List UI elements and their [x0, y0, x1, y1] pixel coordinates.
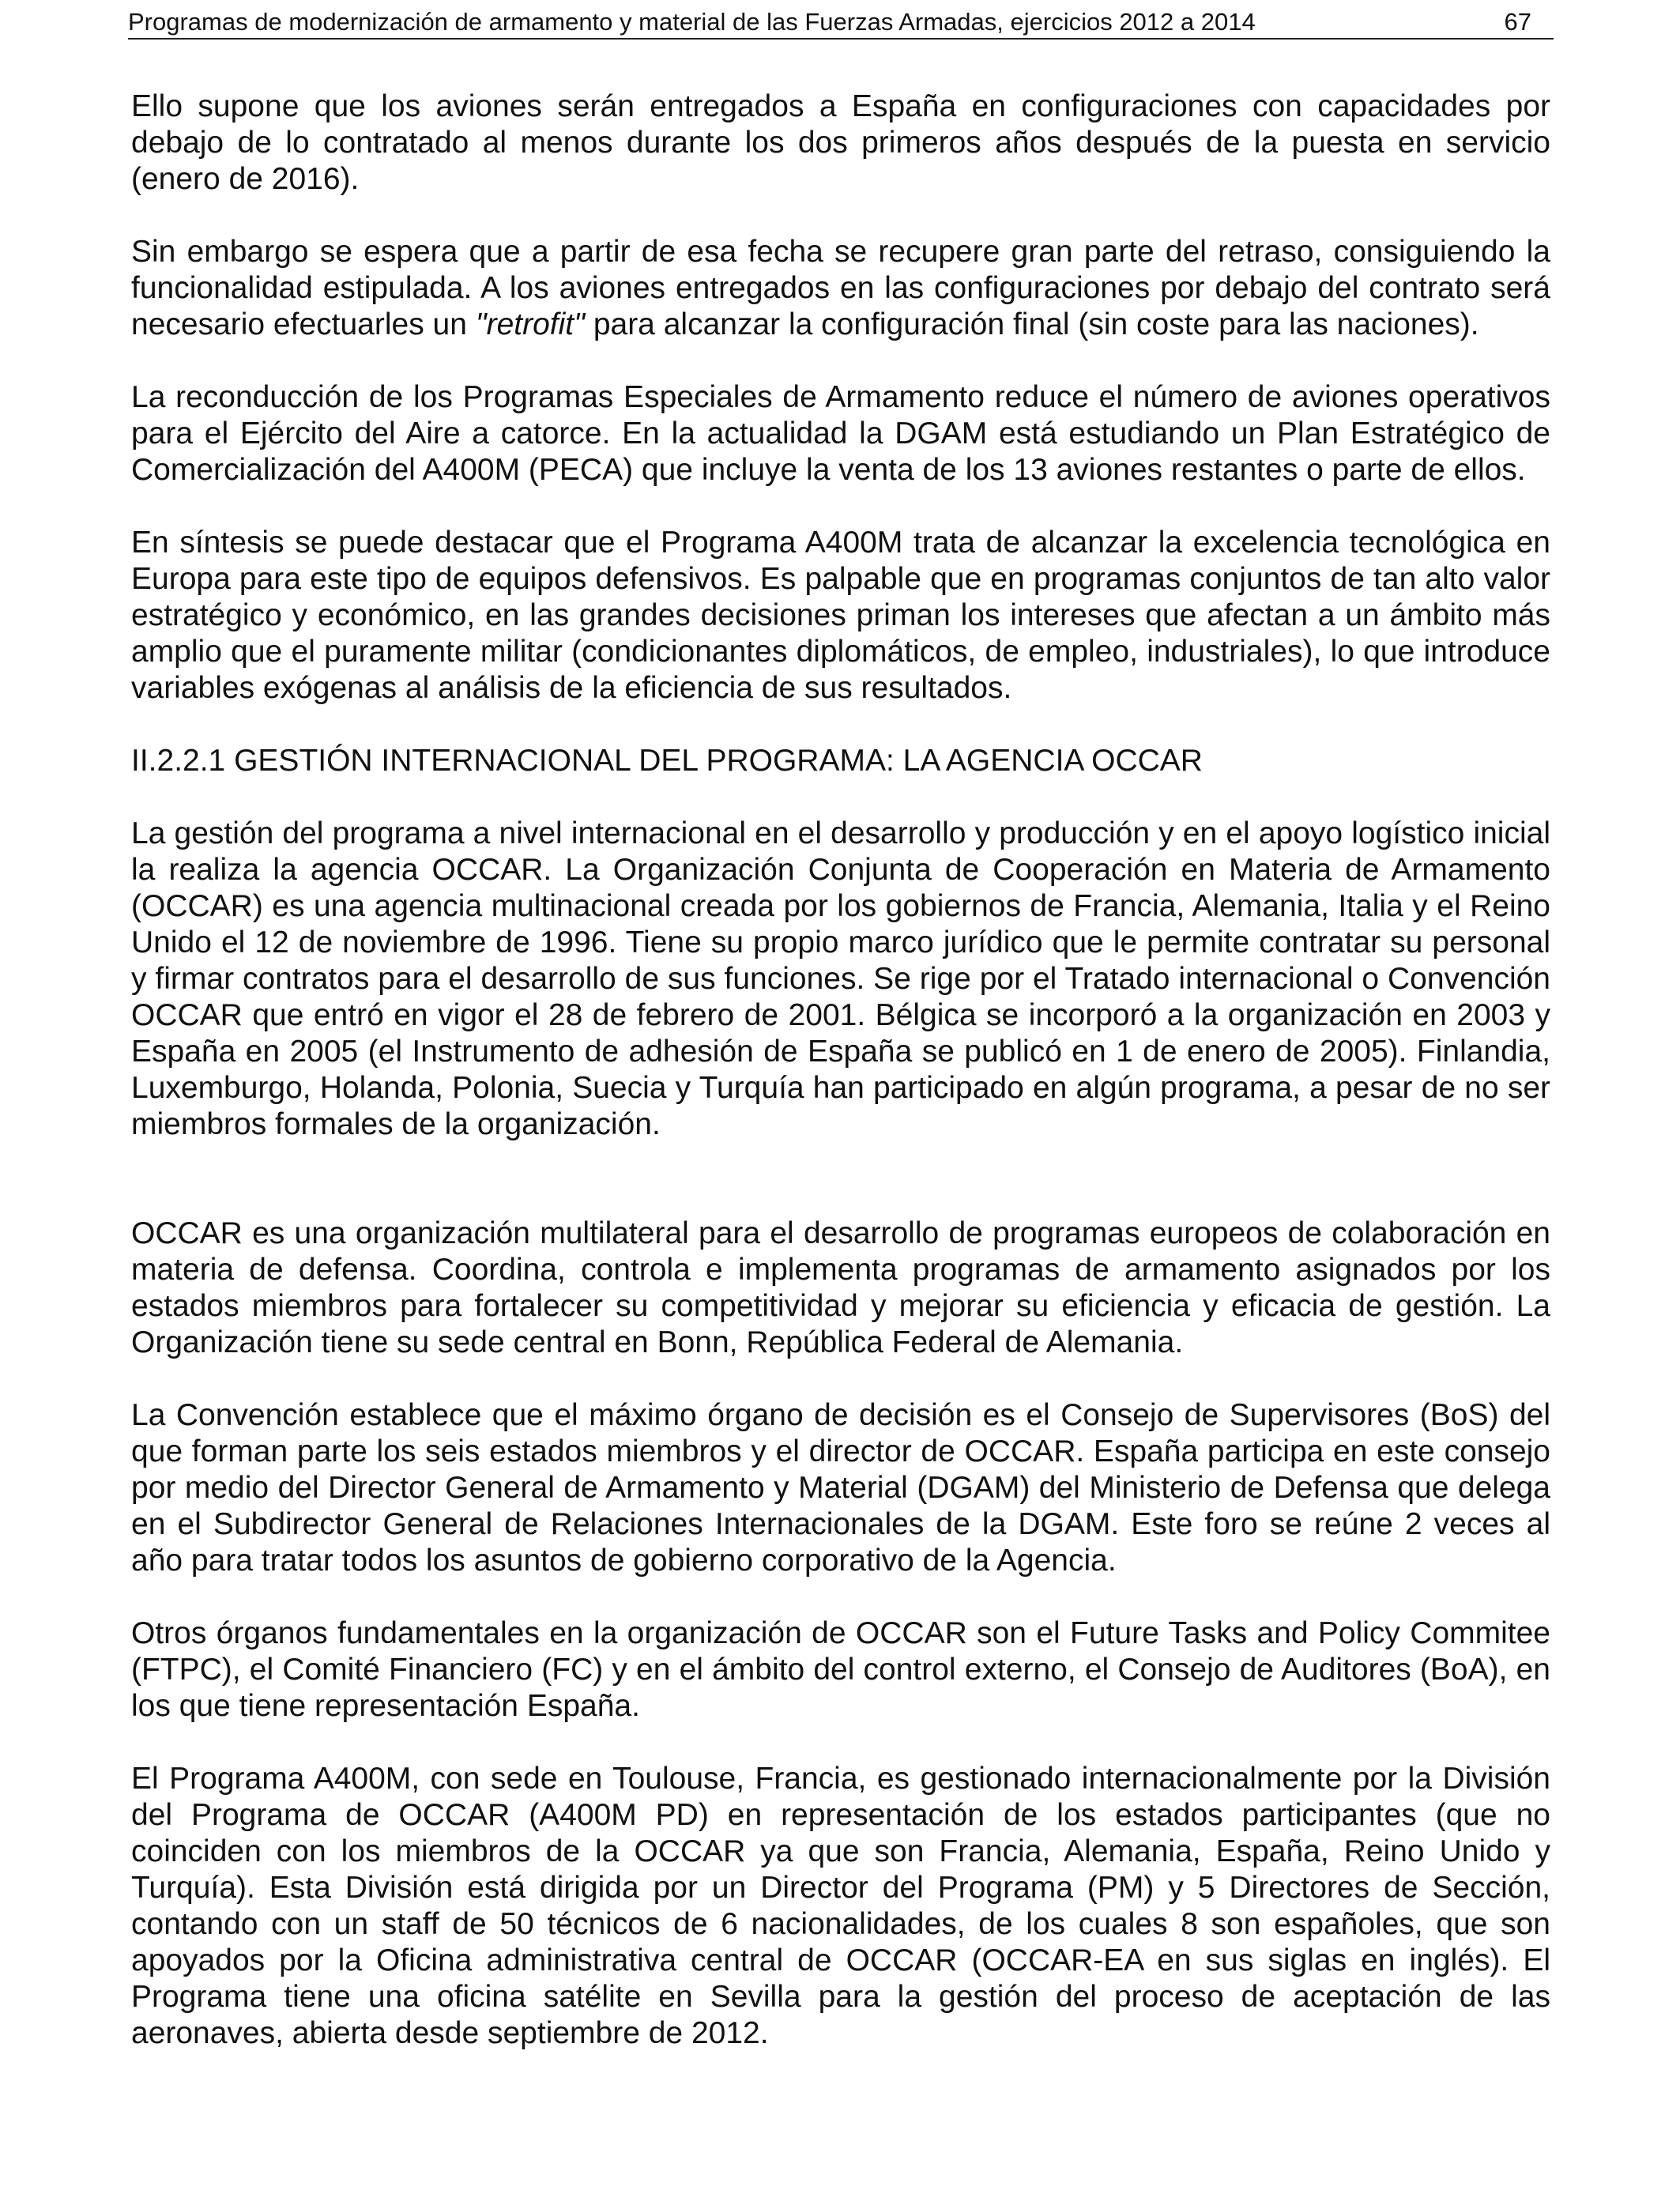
paragraph-2 — [131, 234, 1550, 343]
page-header — [128, 6, 1554, 40]
section-heading: II.2.2.1 GESTIÓN INTERNACIONAL DEL PROGRAMA: LA AGENCIA OCCAR — [131, 744, 1203, 778]
paragraph-5: La gestión del programa a nivel internacional en el desarrollo y producción y en el apoyo logístico inicial la realiza la agencia OCCAR. La Organización Conjunta de Cooperación en Materia de Armamento (OCCAR) es una agencia multinacional creada por los gobiernos de Francia, Alemania, Italia y el Reino Unido el 12 de noviembre de 1996. Tiene su propio marco jurídico que le permite contratar su personal y firmar contratos para el desarrollo de sus funciones. Se rige por el Tratado internacional o Convención OCCAR que entró en vigor el 28 de febrero de 2001. Bélgica se incorporó a la organización en 2003 y España en 2005 (el Instrumento de adhesión de España se publicó en 1 de enero de 2005). Finlandia, Luxemburgo, Holanda, Polonia, Suecia y Turquía han participado en algún programa, a pesar de no ser miembros formales de la organización. — [131, 816, 1550, 1141]
paragraph-7: La Convención establece que el máximo órgano de decisión es el Consejo de Supervisores (BoS) del que forman parte los seis estados miembros y el director de OCCAR. España participa en este consejo por medio del Director General de Armamento y Material (DGAM) del Ministerio de Defensa que delega en el Subdirector General de Relaciones Internacionales de la DGAM. Este foro se reúne 2 veces al año para tratar todos los asuntos de gobierno corporativo de la Agencia. — [131, 1398, 1550, 1578]
paragraph-6: OCCAR es una organización multilateral para el desarrollo de programas europeos de colaboración en materia de defensa. Coordina, controla e implementa programas de armamento asignados por los estados miembros para fortalecer su competitividad y mejorar su eficiencia y eficacia de gestión. La Organización tiene su sede central en Bonn, República Federal de Alemania. — [131, 1216, 1550, 1359]
header-title: Programas de modernización de armamento y material de las Fuerzas Armadas, ejercicios 2012 a 2014 — [128, 8, 1256, 36]
page-number: 67 — [1504, 8, 1531, 36]
document-body — [131, 89, 1550, 2088]
paragraph-8: Otros órganos fundamentales en la organización de OCCAR son el Future Tasks and Policy Commitee (FTPC), el Comité Financiero (FC) y en el ámbito del control externo, el Consejo de Auditores (BoA), en los que tiene representación España. — [131, 1616, 1550, 1723]
paragraph-2-text-a: Sin embargo se espera que a partir de esa fecha se recupere gran parte del retraso, consiguiendo la funcionalidad estipulada. A los aviones entregados en las configuraciones por debajo del contrato será necesario efectuarles un — [131, 235, 1550, 341]
retrofit-term: "retrofit" — [475, 307, 585, 341]
paragraph-4: En síntesis se puede destacar que el Programa A400M trata de alcanzar la excelencia tecnológica en Europa para este tipo de equipos defensivos. Es palpable que en programas conjuntos de tan alto valor estratégico y económico, en las grandes decisiones priman los intereses que afectan a un ámbito más amplio que el puramente militar (condicionantes diplomáticos, de empleo, industriales), lo que introduce variables exógenas al análisis de la eficiencia de sus resultados. — [131, 526, 1550, 705]
paragraph-1: Ello supone que los aviones serán entregados a España en configuraciones con capacidades por debajo de lo contratado al menos durante los dos primeros años después de la puesta en servicio (enero de 2016). — [131, 89, 1550, 196]
paragraph-3: La reconducción de los Programas Especiales de Armamento reduce el número de aviones operativos para el Ejército del Aire a catorce. En la actualidad la DGAM está estudiando un Plan Estratégico de Comercialización del A400M (PECA) que incluye la venta de los 13 aviones restantes o parte de ellos. — [131, 380, 1550, 487]
paragraph-9: El Programa A400M, con sede en Toulouse, Francia, es gestionado internacionalmente por la División del Programa de OCCAR (A400M PD) en representación de los estados participantes (que no coinciden con los miembros de la OCCAR ya que son Francia, Alemania, España, Reino Unido y Turquía). Esta División está dirigida por un Director del Programa (PM) y 5 Directores de Sección, contando con un staff de 50 técnicos de 6 nacionalidades, de los cuales 8 son españoles, que son apoyados por la Oficina administrativa central de OCCAR (OCCAR-EA en sus siglas en inglés). El Programa tiene una oficina satélite en Sevilla para la gestión del proceso de aceptación de las aeronaves, abierta desde septiembre de 2012. — [131, 1762, 1550, 2050]
paragraph-2-text-b: para alcanzar la configuración final (sin coste para las naciones). — [584, 307, 1479, 341]
